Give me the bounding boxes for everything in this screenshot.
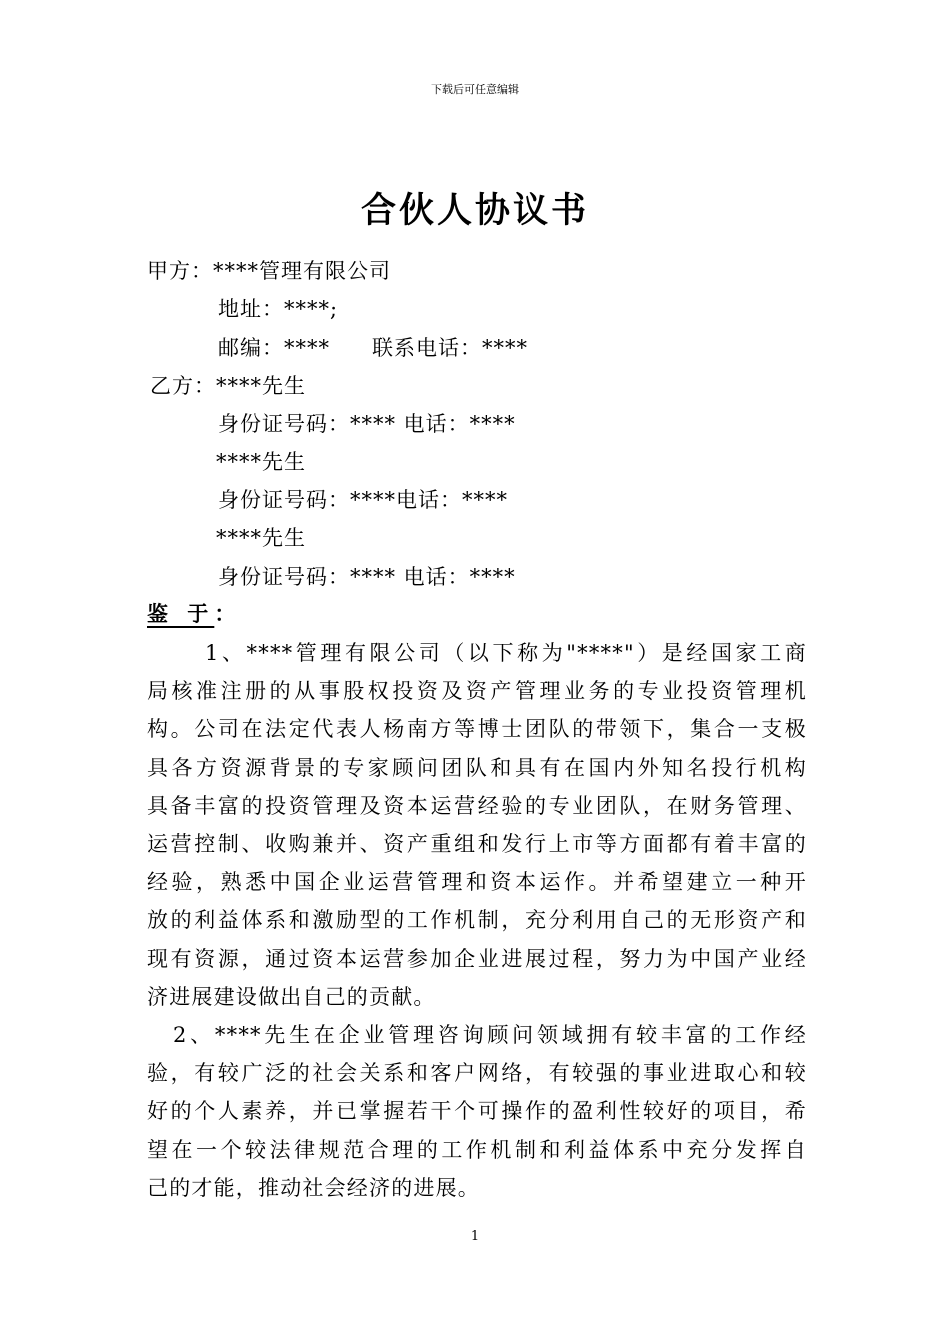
paragraph-2 <box>147 1016 807 1207</box>
paragraph-line: 具备丰富的投资管理及资本运营经验的专业团队，在财务管理、 <box>147 793 807 818</box>
paragraph-line: 经验，熟悉中国企业运营管理和资本运作。并希望建立一种开 <box>147 870 807 895</box>
party-b-member-3-name: ****先生 <box>216 526 306 550</box>
paragraph-line: 己的才能，推动社会经济的进展。 <box>147 1175 480 1200</box>
paragraph-line: 局核准注册的从事股权投资及资产管理业务的专业投资管理机 <box>147 679 807 704</box>
whereas-colon: ： <box>214 601 236 626</box>
paragraph-line: 济进展建设做出自己的贡献。 <box>147 984 436 1009</box>
paragraph-line: 1、****管理有限公司（以下称为"****"）是经国家工商 <box>205 641 807 665</box>
header-note: 下载后可任意编辑 <box>431 83 519 96</box>
party-b-member-3-id: 身份证号码：**** 电话：**** <box>218 565 516 589</box>
party-b-member-2-name: ****先生 <box>216 450 306 474</box>
paragraph-line: 望在一个较法律规范合理的工作机制和利益体系中充分发挥自 <box>147 1137 807 1162</box>
whereas-heading <box>147 598 235 628</box>
party-b-line: 乙方：****先生 <box>150 374 306 398</box>
page-number: 1 <box>470 1229 480 1244</box>
document-title: 合伙人协议书 <box>360 190 589 231</box>
paragraph-line: 构。公司在法定代表人杨南方等博士团队的带领下，集合一支极 <box>147 717 807 742</box>
paragraph-line: 验，有较广泛的社会关系和客户网络，有较强的事业进取心和较 <box>147 1061 807 1086</box>
paragraph-line: 现有资源，通过资本运营参加企业进展过程，努力为中国产业经 <box>147 946 807 971</box>
paragraph-line: 2、****先生在企业管理咨询顾问领域拥有较丰富的工作经 <box>173 1023 807 1047</box>
party-a-postcode: 邮编：**** <box>218 336 330 360</box>
party-a-line: 甲方：****管理有限公司 <box>147 259 391 283</box>
party-b-member-1-id: 身份证号码：**** 电话：**** <box>218 412 516 436</box>
paragraph-line: 运营控制、收购兼并、资产重组和发行上市等方面都有着丰富的 <box>147 832 807 857</box>
whereas-label: 鉴 于 <box>147 601 215 626</box>
paragraph-line: 具各方资源背景的专家顾问团队和具有在国内外知名投行机构 <box>147 755 807 780</box>
party-a-address: 地址：****; <box>218 297 339 321</box>
paragraph-line: 放的利益体系和激励型的工作机制，充分利用自己的无形资产和 <box>147 908 807 933</box>
party-a-phone: 联系电话：**** <box>372 336 528 360</box>
paragraph-line: 好的个人素养，并已掌握若干个可操作的盈利性较好的项目，希 <box>147 1099 807 1124</box>
party-b-member-2-id: 身份证号码：****电话：**** <box>218 488 508 512</box>
paragraph-1 <box>147 634 807 1016</box>
